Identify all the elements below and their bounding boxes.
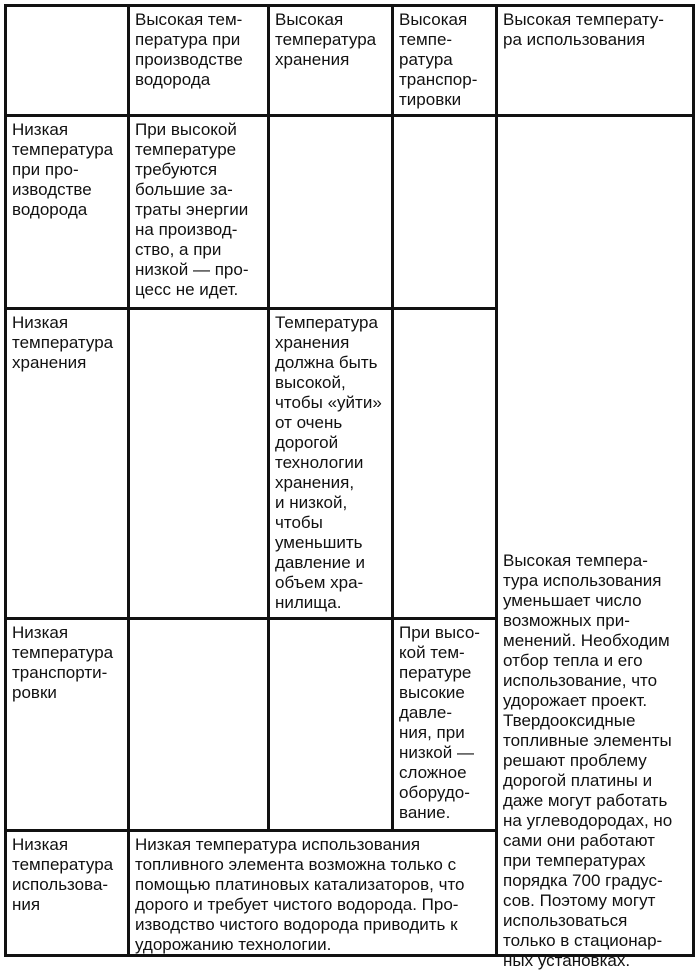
comparison-table: [4, 4, 695, 970]
empty-cell: [130, 620, 270, 832]
cell-usage-row: Низкая температура использования топливного элемента возможна только с помощью платиновых катализаторов, что дорого и требует чистого водорода. Про- изводство чистого водорода приводить к удорожанию технологии.: [130, 832, 498, 954]
empty-cell: [270, 620, 394, 832]
corner-cell: [7, 7, 130, 117]
empty-cell: [394, 117, 498, 310]
col-header-usage: Высокая температу- ра использования: [498, 7, 692, 117]
col-header-production: Высокая тем- пература при производстве водорода: [130, 7, 270, 117]
row-header-storage: Низкая температура хранения: [7, 310, 130, 620]
empty-cell: [130, 310, 270, 620]
empty-cell: [394, 310, 498, 620]
row-header-usage: Низкая температура использова- ния: [7, 832, 130, 954]
cell-usage-column: Высокая темпера- тура использования уменьшает число возможных при- менений. Необходим отбор тепла и его использование, что удорожает проект. Твердооксидные топливные элементы решают проблему дорогой платины и даже могут работать на углеводородах, но сами они работают при температурах порядка 700 градус- сов. Поэтому могут использоваться только в стационар- ных установках.: [503, 551, 673, 970]
cell-transport-transport: При высо- кой тем- пературе высокие давле- ния, при низкой — сложное оборудо- вание.: [394, 620, 498, 832]
row-header-production: Низкая температура при про- изводстве водорода: [7, 117, 130, 310]
col-header-transport: Высокая темпе- ратура транспор- тировки: [394, 7, 498, 117]
cell-production-production: При высокой температуре требуются большие за- траты энергии на производ- ство, а при низкой — про- цесс не идет.: [130, 117, 270, 310]
cell-storage-storage: Температура хранения должна быть высокой, чтобы «уйти» от очень дорогой технологии хранения, и низкой, чтобы уменьшить давление и объем хра- нилища.: [270, 310, 394, 620]
row-header-transport: Низкая температура транспорти- ровки: [7, 620, 130, 832]
col-header-storage: Высокая температура хранения: [270, 7, 394, 117]
empty-cell: [270, 117, 394, 310]
